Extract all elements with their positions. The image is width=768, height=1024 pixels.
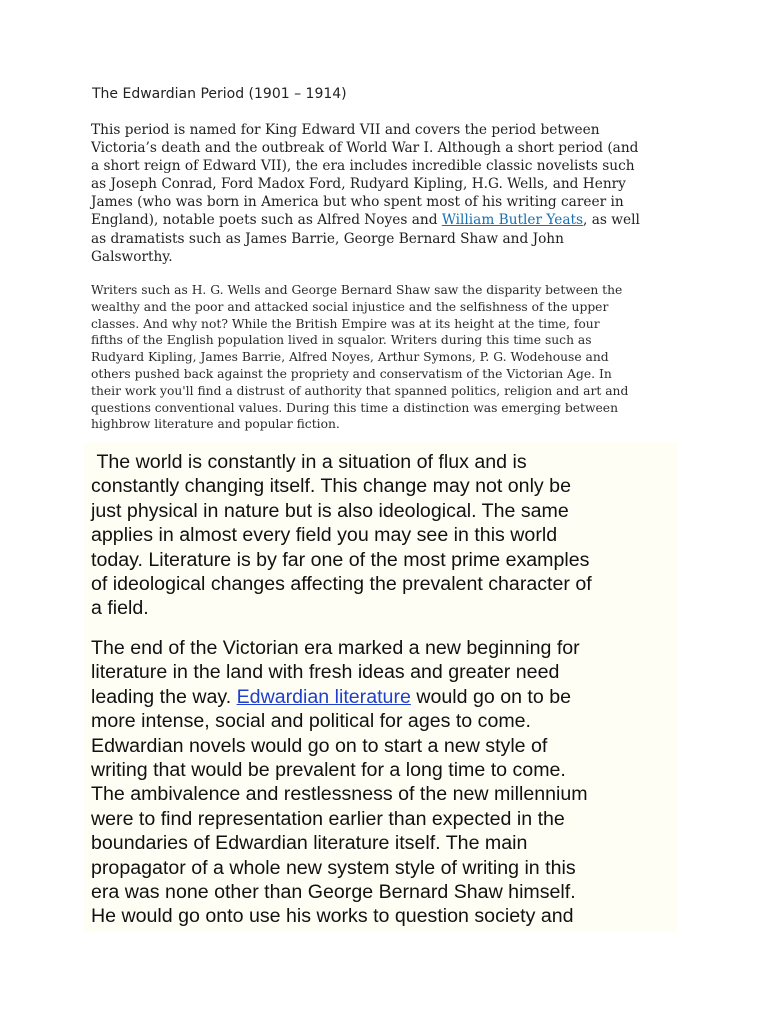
- flux-paragraph: [91, 450, 592, 621]
- text-line: today. Literature is by far one of the most prime examples: [91, 548, 590, 571]
- yeats-link[interactable]: William Butler Yeats: [441, 212, 584, 229]
- text-line: He would go onto use his works to question society and: [91, 905, 574, 928]
- text-line: highbrow literature and popular fiction.: [91, 417, 340, 432]
- text-segment: would go on to be: [410, 685, 572, 708]
- text-line: their work you'll find a distrust of authority that spanned politics, religion and art and: [91, 383, 629, 398]
- text-line: constantly changing itself. This change may not only be: [91, 475, 571, 498]
- text-line: a field.: [91, 597, 149, 620]
- text-line: The ambivalence and restlessness of the new millennium: [91, 783, 588, 806]
- page-title: The Edwardian Period (1901 – 1914): [92, 86, 347, 102]
- writers-paragraph: [91, 282, 691, 433]
- text-line: Writers such as H. G. Wells and George Bernard Shaw saw the disparity between the: [91, 283, 623, 297]
- text-line: Victoria’s death and the outbreak of World War I. Although a short period (and: [91, 140, 639, 157]
- text-line: applies in almost every field you may see in this world: [91, 524, 558, 547]
- text-line: a short reign of Edward VII), the era includes incredible classic novelists such: [91, 158, 635, 175]
- text-line: Galsworthy.: [91, 248, 173, 265]
- text-line: others pushed back against the propriety and conservatism of the Victorian Age. In: [91, 366, 612, 381]
- victorian-end-paragraph: [91, 636, 588, 929]
- text-line: writing that would be prevalent for a long time to come.: [91, 759, 566, 782]
- text-line: The end of the Victorian era marked a new beginning for: [91, 637, 580, 659]
- text-line: of ideological changes affecting the prevalent character of: [91, 573, 592, 596]
- text-line: This period is named for King Edward VII and covers the period between: [91, 122, 600, 138]
- text-line: [91, 211, 691, 229]
- text-segment: , as well: [583, 212, 640, 229]
- text-line: just physical in nature but is also ideological. The same: [91, 499, 569, 522]
- text-line: more intense, social and political for ages to come.: [91, 710, 531, 733]
- text-line: as dramatists such as James Barrie, George Bernard Shaw and John: [91, 230, 564, 247]
- text-line: [91, 685, 588, 709]
- text-line: boundaries of Edwardian literature itself. The main: [91, 832, 528, 855]
- text-segment: leading the way.: [91, 685, 237, 708]
- text-line: era was none other than George Bernard Shaw himself.: [91, 881, 576, 904]
- edwardian-literature-link[interactable]: Edwardian literature: [236, 685, 411, 708]
- text-line: as Joseph Conrad, Ford Madox Ford, Rudyard Kipling, H.G. Wells, and Henry: [91, 176, 626, 193]
- text-line: James (who was born in America but who spent most of his writing career in: [91, 194, 624, 211]
- text-line: propagator of a whole new system style of writing in this: [91, 856, 576, 879]
- text-line: were to find representation earlier than expected in the: [91, 807, 565, 830]
- text-line: classes. And why not? While the British Empire was at its height at the time, four: [91, 316, 600, 331]
- text-segment: England), notable poets such as Alfred Noyes and: [91, 212, 442, 229]
- text-line: literature in the land with fresh ideas and greater need: [91, 661, 560, 684]
- text-line: wealthy and the poor and attacked social injustice and the selfishness of the upper: [91, 299, 609, 314]
- text-line: Edwardian novels would go on to start a new style of: [91, 734, 548, 757]
- text-line: Rudyard Kipling, James Barrie, Alfred Noyes, Arthur Symons, P. G. Wodehouse and: [91, 350, 609, 365]
- text-line: questions conventional values. During this time a distinction was emerging between: [91, 400, 618, 415]
- text-line: The world is constantly in a situation of flux and is: [91, 451, 527, 473]
- intro-paragraph: [91, 121, 691, 266]
- text-line: fifths of the English population lived in squalor. Writers during this time such as: [91, 333, 592, 348]
